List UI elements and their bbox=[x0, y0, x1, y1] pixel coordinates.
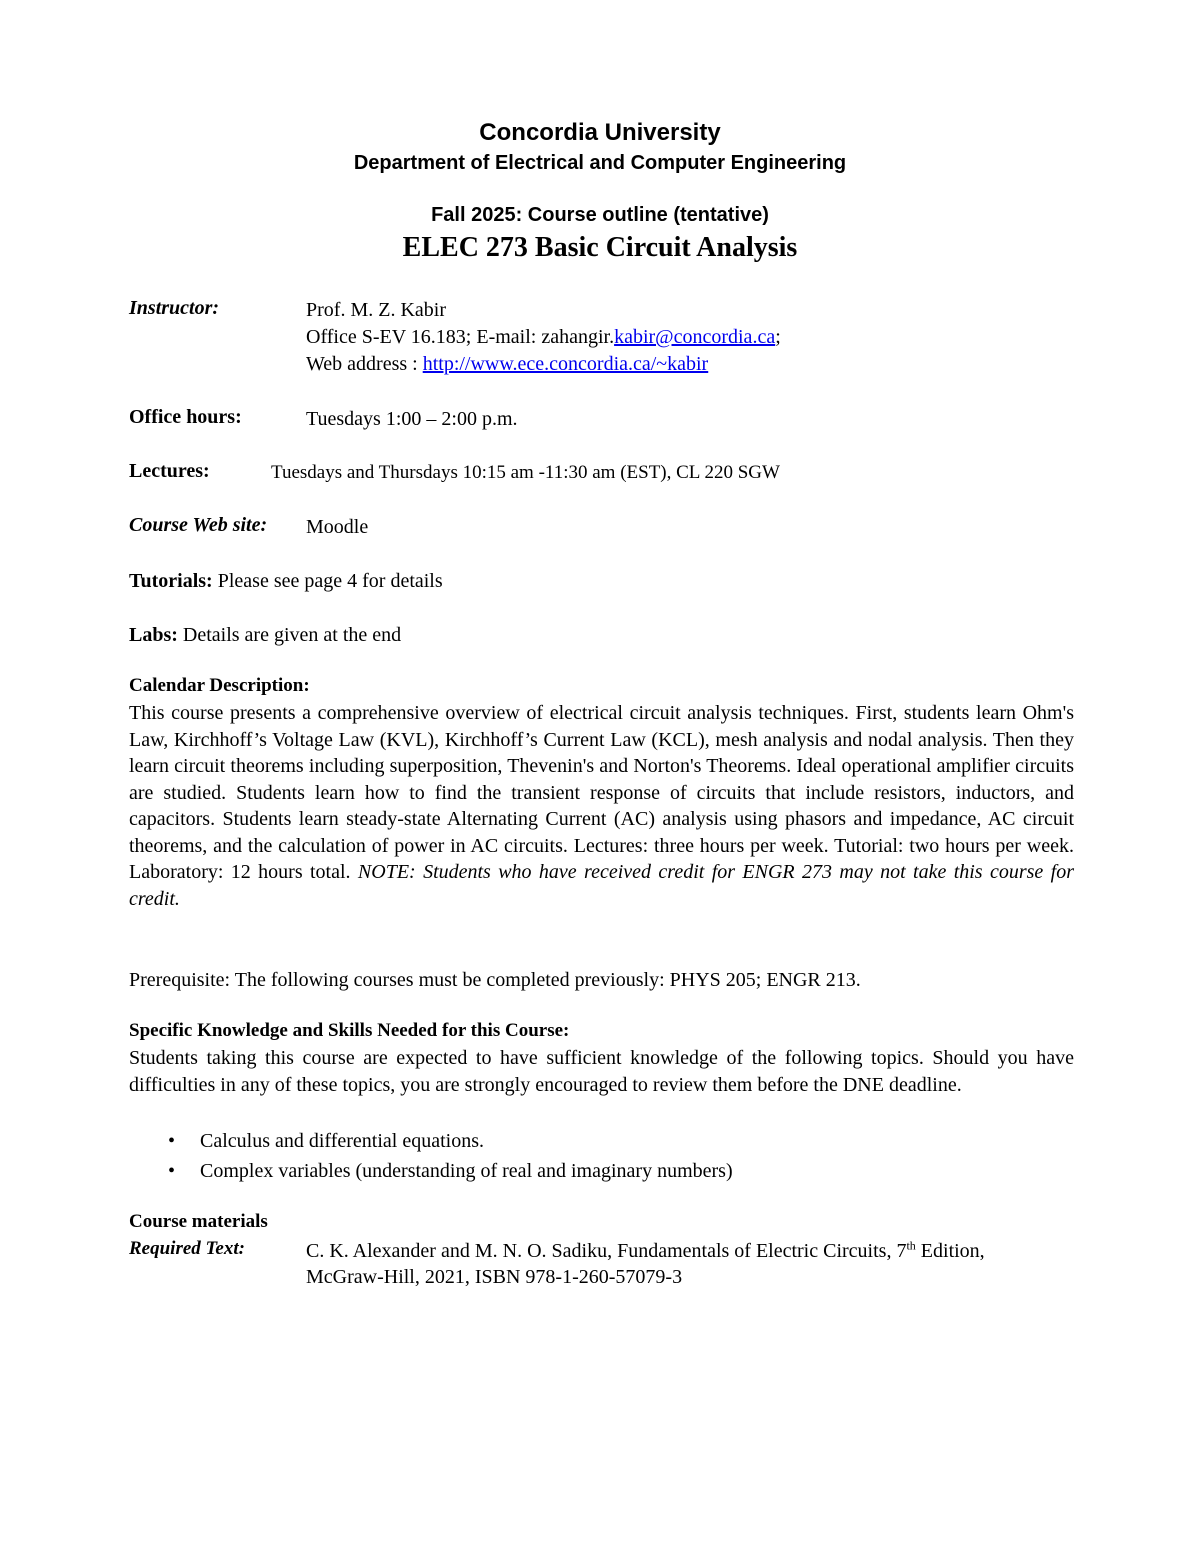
lectures-value: Tuesdays and Thursdays 10:15 am -11:30 am (EST), CL 220 SGW bbox=[271, 462, 780, 483]
labs-line bbox=[129, 622, 401, 648]
labs-label: Labs: bbox=[129, 624, 178, 646]
office-prefix: Office S-EV 16.183; E-mail: zahangir. bbox=[306, 326, 615, 348]
term-line: Fall 2025: Course outline (tentative) bbox=[431, 204, 769, 226]
skills-item-2: Complex variables (understanding of real and imaginary numbers) bbox=[200, 1160, 733, 1182]
calendar-text: This course presents a comprehensive overview of electrical circuit analysis techniques. First, students learn Ohm's Law, Kirchhoff’s Voltage Law (KVL), Kirchhoff’s Current Law (KCL), mesh analysis and nodal analysis. Then they learn circuit theorems including superposition, Thevenin's and Norton's Theorems. Ideal operational amplifier circuits are studied. Students learn how to find the transient response of circuits that include resistors, inductors, and capacitors. Students learn steady-state Alternating Current (AC) analysis using phasors and impedance, AC circuit theorems, and the calculation of power in AC circuits. Lectures: three hours per week. Tutorial: two hours per week. Laboratory: 12 hours total. bbox=[129, 702, 1074, 883]
email-link[interactable]: kabir@concordia.ca bbox=[614, 326, 776, 348]
text-line1-sup: th bbox=[906, 1238, 916, 1253]
skills-heading: Specific Knowledge and Skills Needed for this Course: bbox=[129, 1020, 570, 1041]
web-link[interactable]: http://www.ece.concordia.ca/~kabir bbox=[422, 353, 709, 375]
materials-heading: Course materials bbox=[129, 1211, 268, 1232]
tutorials-label: Tutorials: bbox=[129, 570, 213, 592]
tutorials-value: Please see page 4 for details bbox=[212, 570, 443, 592]
instructor-office-line bbox=[306, 324, 781, 350]
tutorials-line bbox=[129, 568, 443, 594]
course-title: ELEC 273 Basic Circuit Analysis bbox=[402, 232, 798, 263]
office-hours-value: Tuesdays 1:00 – 2:00 p.m. bbox=[306, 408, 518, 430]
email-suffix: ; bbox=[775, 326, 781, 348]
required-text-label: Required Text: bbox=[129, 1238, 245, 1259]
prerequisite: Prerequisite: The following courses must be completed previously: PHYS 205; ENGR 213. bbox=[129, 969, 861, 991]
university-title: Concordia University bbox=[479, 119, 721, 146]
course-web-value: Moodle bbox=[306, 516, 369, 538]
required-text-line2: McGraw-Hill, 2021, ISBN 978-1-260-57079-3 bbox=[306, 1266, 683, 1288]
text-line1-post: Edition, bbox=[915, 1240, 985, 1262]
lectures-label: Lectures: bbox=[129, 460, 210, 482]
skills-body: Students taking this course are expected to have sufficient knowledge of the following topics. Should you have difficulties in any of these topics, you are strongly encouraged to review them before the DNE deadline. bbox=[129, 1047, 1074, 1096]
skills-item-1: Calculus and differential equations. bbox=[200, 1130, 484, 1152]
web-prefix: Web address : bbox=[306, 353, 423, 375]
text-line1-pre: C. K. Alexander and M. N. O. Sadiku, Fundamentals of Electric Circuits, 7 bbox=[306, 1240, 907, 1262]
skills-bullet-1-dot: • bbox=[168, 1130, 176, 1152]
office-hours-label: Office hours: bbox=[129, 406, 242, 428]
required-text-line1 bbox=[306, 1238, 985, 1264]
labs-value: Details are given at the end bbox=[177, 624, 402, 646]
calendar-body bbox=[129, 700, 1074, 912]
calendar-heading: Calendar Description: bbox=[129, 675, 310, 696]
instructor-name: Prof. M. Z. Kabir bbox=[306, 299, 446, 321]
instructor-label: Instructor: bbox=[129, 297, 220, 319]
course-web-label: Course Web site: bbox=[129, 514, 268, 536]
instructor-web-line bbox=[306, 351, 708, 377]
calendar-note: NOTE: Students who have received credit for ENGR 273 may not take this course for credit. bbox=[129, 861, 1074, 910]
skills-bullet-2-dot: • bbox=[168, 1160, 176, 1182]
department-title: Department of Electrical and Computer Engineering bbox=[353, 152, 847, 174]
